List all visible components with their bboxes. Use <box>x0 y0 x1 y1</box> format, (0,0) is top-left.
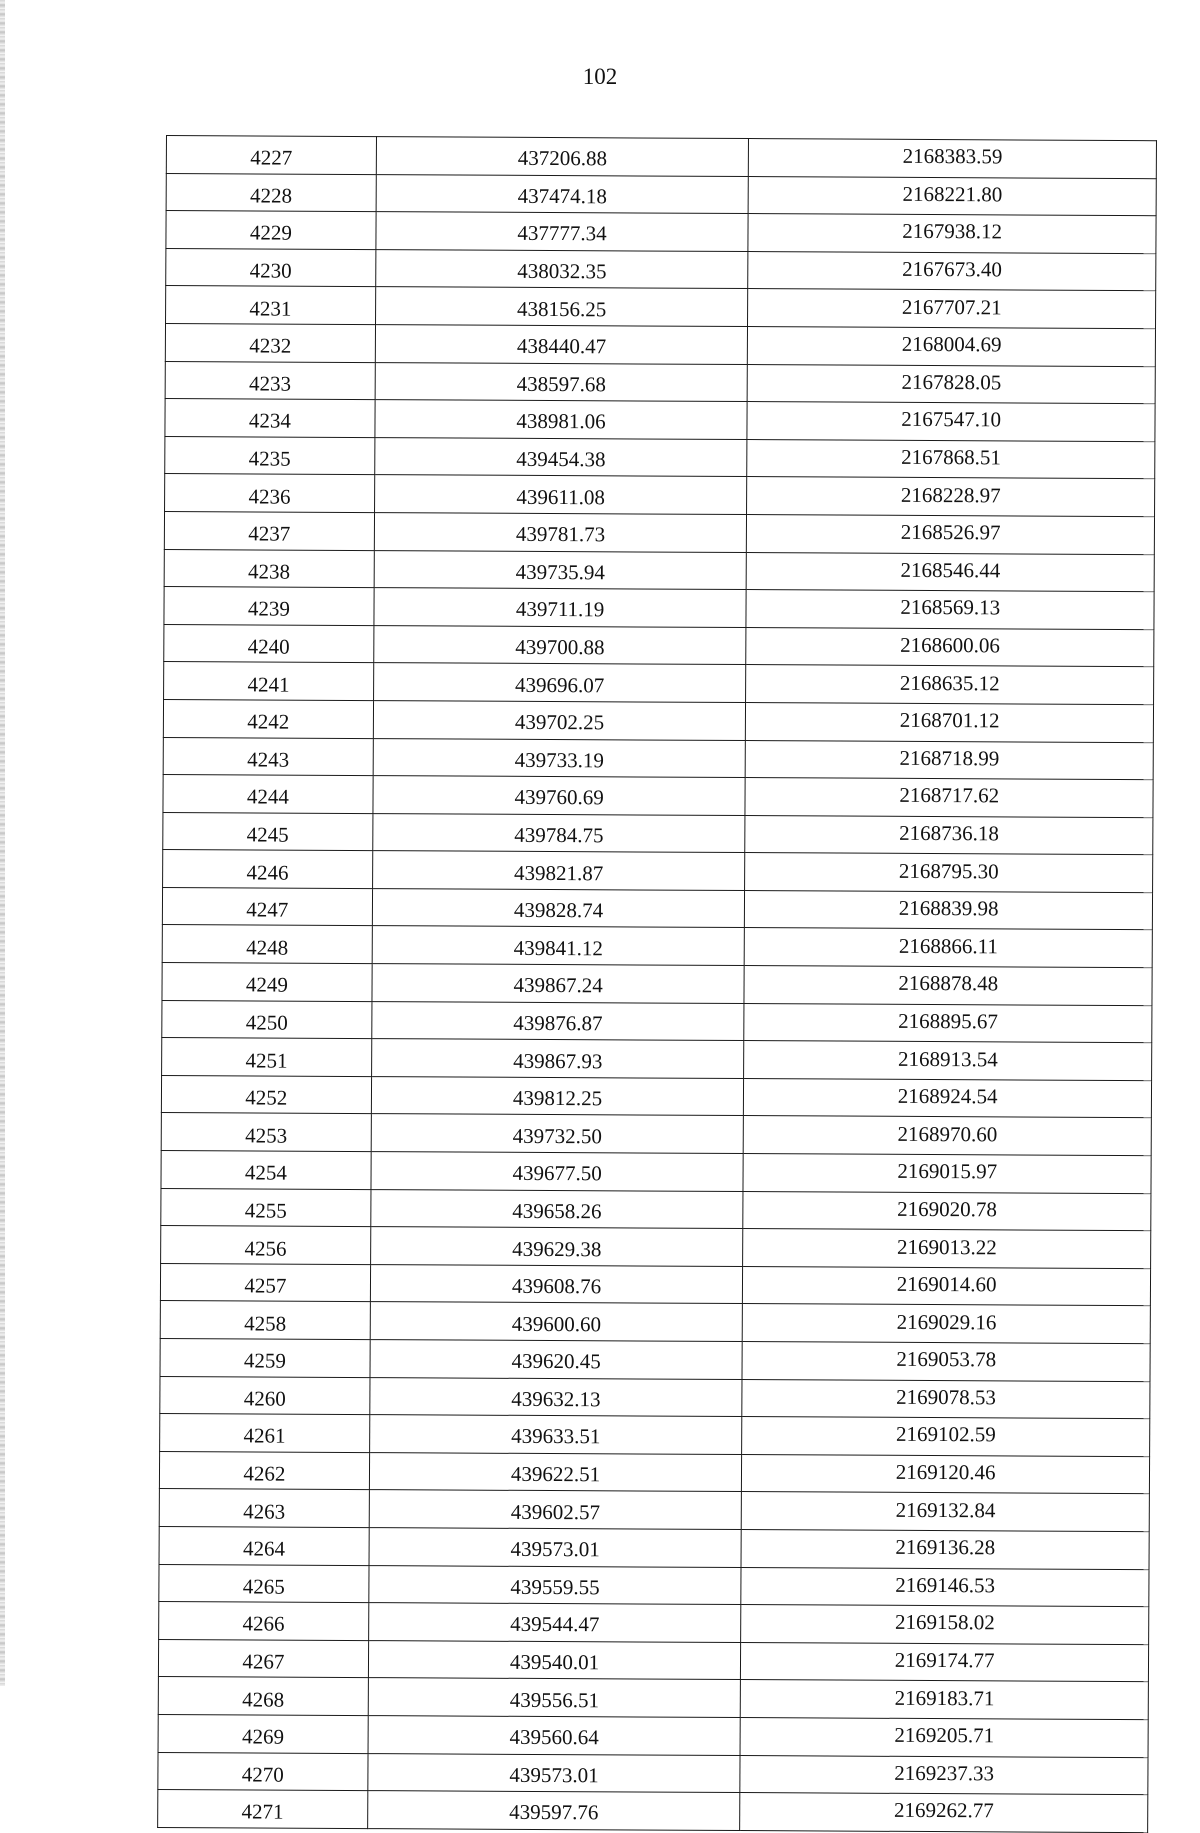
y-coordinate-cell: 2168228.97 <box>747 477 1155 517</box>
y-coordinate-cell: 2169029.16 <box>743 1304 1151 1344</box>
table-row <box>166 136 1156 179</box>
y-coordinate-cell: 2168878.48 <box>744 966 1152 1006</box>
x-coordinate-cell: 439700.88 <box>374 625 747 665</box>
table-row <box>160 1263 1150 1306</box>
point-number-cell: 4261 <box>160 1414 370 1453</box>
point-number-cell: 4229 <box>166 211 376 250</box>
y-coordinate-cell: 2167938.12 <box>748 214 1156 254</box>
table-row <box>158 1714 1148 1757</box>
x-coordinate-cell: 439841.12 <box>372 926 745 966</box>
point-number-cell: 4258 <box>160 1301 370 1340</box>
y-coordinate-cell: 2169014.60 <box>743 1266 1151 1306</box>
point-number-cell: 4239 <box>164 587 374 626</box>
x-coordinate-cell: 439760.69 <box>373 776 746 816</box>
y-coordinate-cell: 2167547.10 <box>747 402 1155 442</box>
table-row <box>165 436 1155 479</box>
table-row <box>164 624 1154 667</box>
point-number-cell: 4252 <box>161 1075 371 1114</box>
y-coordinate-cell: 2168924.54 <box>744 1078 1152 1118</box>
table-row <box>165 323 1155 366</box>
x-coordinate-cell: 439867.24 <box>372 964 745 1004</box>
x-coordinate-cell: 439620.45 <box>370 1340 743 1380</box>
table-row <box>162 1038 1152 1081</box>
x-coordinate-cell: 439608.76 <box>370 1264 743 1304</box>
y-coordinate-cell: 2169237.33 <box>740 1755 1148 1795</box>
y-coordinate-cell: 2169015.97 <box>743 1154 1151 1194</box>
table-row <box>158 1677 1148 1720</box>
point-number-cell: 4238 <box>164 549 374 588</box>
x-coordinate-cell: 439544.47 <box>368 1603 741 1643</box>
table-row <box>163 775 1153 818</box>
point-number-cell: 4266 <box>159 1602 369 1641</box>
y-coordinate-cell: 2169136.28 <box>741 1530 1149 1570</box>
y-coordinate-cell: 2168701.12 <box>746 702 1154 742</box>
point-number-cell: 4230 <box>166 248 376 287</box>
y-coordinate-cell: 2168718.99 <box>746 740 1154 780</box>
x-coordinate-cell: 439696.07 <box>373 663 746 703</box>
y-coordinate-cell: 2169174.77 <box>741 1642 1149 1682</box>
y-coordinate-cell: 2168635.12 <box>746 665 1154 705</box>
table-row <box>161 1113 1151 1156</box>
table-row <box>163 812 1153 855</box>
y-coordinate-cell: 2167707.21 <box>748 289 1156 329</box>
y-coordinate-cell: 2167868.51 <box>747 439 1155 479</box>
y-coordinate-cell: 2169262.77 <box>740 1793 1148 1833</box>
y-coordinate-cell: 2169013.22 <box>743 1229 1151 1269</box>
point-number-cell: 4237 <box>164 511 374 550</box>
table-row <box>160 1338 1150 1381</box>
x-coordinate-cell: 439867.93 <box>371 1039 744 1079</box>
table-row <box>161 1188 1151 1231</box>
point-number-cell: 4251 <box>162 1038 372 1077</box>
point-number-cell: 4267 <box>158 1639 368 1678</box>
table-row <box>164 511 1154 554</box>
point-number-cell: 4242 <box>163 699 373 738</box>
point-number-cell: 4253 <box>161 1113 371 1152</box>
point-number-cell: 4269 <box>158 1714 368 1753</box>
coordinate-table <box>157 135 1157 1833</box>
x-coordinate-cell: 439611.08 <box>374 475 747 515</box>
table-row <box>159 1602 1149 1645</box>
y-coordinate-cell: 2168895.67 <box>744 1003 1152 1043</box>
table-row <box>165 474 1155 517</box>
point-number-cell: 4243 <box>163 737 373 776</box>
table-row <box>165 361 1155 404</box>
point-number-cell: 4227 <box>166 136 376 175</box>
y-coordinate-cell: 2168221.80 <box>748 176 1156 216</box>
x-coordinate-cell: 439632.13 <box>370 1377 743 1417</box>
table-row <box>165 399 1155 442</box>
point-number-cell: 4260 <box>160 1376 370 1415</box>
point-number-cell: 4232 <box>165 323 375 362</box>
x-coordinate-cell: 439733.19 <box>373 738 746 778</box>
point-number-cell: 4231 <box>166 286 376 325</box>
table-row <box>161 1151 1151 1194</box>
table-row <box>164 587 1154 630</box>
point-number-cell: 4255 <box>161 1188 371 1227</box>
table-row <box>166 286 1156 329</box>
x-coordinate-cell: 439560.64 <box>368 1716 741 1756</box>
x-coordinate-cell: 439735.94 <box>374 550 747 590</box>
table-row <box>160 1301 1150 1344</box>
table-body <box>158 136 1157 1833</box>
point-number-cell: 4235 <box>165 436 375 475</box>
y-coordinate-cell: 2168717.62 <box>745 778 1153 818</box>
table-row <box>162 1000 1152 1043</box>
y-coordinate-cell: 2169132.84 <box>742 1492 1150 1532</box>
y-coordinate-cell: 2168569.13 <box>746 590 1154 630</box>
point-number-cell: 4228 <box>166 173 376 212</box>
x-coordinate-cell: 439821.87 <box>372 851 745 891</box>
x-coordinate-cell: 438981.06 <box>375 400 748 440</box>
x-coordinate-cell: 439629.38 <box>370 1227 743 1267</box>
y-coordinate-cell: 2168546.44 <box>747 552 1155 592</box>
y-coordinate-cell: 2168795.30 <box>745 853 1153 893</box>
x-coordinate-cell: 439711.19 <box>374 588 747 628</box>
table-row <box>163 737 1153 780</box>
y-coordinate-cell: 2168970.60 <box>744 1116 1152 1156</box>
point-number-cell: 4247 <box>162 887 372 926</box>
y-coordinate-cell: 2168866.11 <box>745 928 1153 968</box>
y-coordinate-cell: 2168913.54 <box>744 1041 1152 1081</box>
x-coordinate-cell: 439781.73 <box>374 513 747 553</box>
table-row <box>159 1451 1149 1494</box>
x-coordinate-cell: 439454.38 <box>374 437 747 477</box>
point-number-cell: 4262 <box>159 1451 369 1490</box>
point-number-cell: 4236 <box>165 474 375 513</box>
scan-edge <box>0 0 5 1686</box>
point-number-cell: 4257 <box>160 1263 370 1302</box>
point-number-cell: 4234 <box>165 399 375 438</box>
point-number-cell: 4270 <box>158 1752 368 1791</box>
table-row <box>158 1790 1148 1833</box>
x-coordinate-cell: 439876.87 <box>372 1001 745 1041</box>
table-row <box>158 1752 1148 1795</box>
x-coordinate-cell: 439622.51 <box>369 1452 742 1492</box>
y-coordinate-cell: 2168839.98 <box>745 890 1153 930</box>
table-row <box>161 1226 1151 1269</box>
point-number-cell: 4264 <box>159 1526 369 1565</box>
y-coordinate-cell: 2169078.53 <box>742 1379 1150 1419</box>
x-coordinate-cell: 439732.50 <box>371 1114 744 1154</box>
y-coordinate-cell: 2168526.97 <box>747 514 1155 554</box>
point-number-cell: 4263 <box>159 1489 369 1528</box>
x-coordinate-cell: 439602.57 <box>369 1490 742 1530</box>
x-coordinate-cell: 439658.26 <box>371 1189 744 1229</box>
table-row <box>161 1075 1151 1118</box>
y-coordinate-cell: 2169146.53 <box>741 1567 1149 1607</box>
table-row <box>163 850 1153 893</box>
table-row <box>164 549 1154 592</box>
point-number-cell: 4245 <box>163 812 373 851</box>
table-row <box>166 248 1156 291</box>
point-number-cell: 4256 <box>161 1226 371 1265</box>
point-number-cell: 4244 <box>163 775 373 814</box>
y-coordinate-cell: 2169102.59 <box>742 1417 1150 1457</box>
x-coordinate-cell: 439573.01 <box>369 1528 742 1568</box>
point-number-cell: 4240 <box>164 624 374 663</box>
point-number-cell: 4233 <box>165 361 375 400</box>
x-coordinate-cell: 439597.76 <box>367 1791 740 1831</box>
y-coordinate-cell: 2169053.78 <box>742 1342 1150 1382</box>
y-coordinate-cell: 2167828.05 <box>748 364 1156 404</box>
x-coordinate-cell: 438597.68 <box>375 362 748 402</box>
x-coordinate-cell: 439559.55 <box>369 1565 742 1605</box>
y-coordinate-cell: 2169205.71 <box>740 1717 1148 1757</box>
x-coordinate-cell: 438440.47 <box>375 325 748 365</box>
point-number-cell: 4254 <box>161 1151 371 1190</box>
point-number-cell: 4259 <box>160 1338 370 1377</box>
x-coordinate-cell: 439784.75 <box>373 813 746 853</box>
table-row <box>160 1376 1150 1419</box>
y-coordinate-cell: 2169158.02 <box>741 1605 1149 1645</box>
y-coordinate-cell: 2168383.59 <box>749 139 1157 179</box>
x-coordinate-cell: 439702.25 <box>373 700 746 740</box>
y-coordinate-cell: 2168600.06 <box>746 627 1154 667</box>
table-row <box>160 1414 1150 1457</box>
x-coordinate-cell: 438032.35 <box>375 249 748 289</box>
point-number-cell: 4265 <box>159 1564 369 1603</box>
point-number-cell: 4268 <box>158 1677 368 1716</box>
x-coordinate-cell: 437474.18 <box>376 174 749 214</box>
x-coordinate-cell: 439828.74 <box>372 888 745 928</box>
y-coordinate-cell: 2169183.71 <box>741 1680 1149 1720</box>
y-coordinate-cell: 2169120.46 <box>742 1454 1150 1494</box>
x-coordinate-cell: 439633.51 <box>369 1415 742 1455</box>
point-number-cell: 4249 <box>162 963 372 1002</box>
table-row <box>162 925 1152 968</box>
y-coordinate-cell: 2168736.18 <box>745 815 1153 855</box>
x-coordinate-cell: 439556.51 <box>368 1678 741 1718</box>
x-coordinate-cell: 439600.60 <box>370 1302 743 1342</box>
x-coordinate-cell: 439812.25 <box>371 1076 744 1116</box>
table-row <box>162 963 1152 1006</box>
x-coordinate-cell: 437777.34 <box>376 212 749 252</box>
point-number-cell: 4271 <box>158 1790 368 1829</box>
x-coordinate-cell: 439540.01 <box>368 1640 741 1680</box>
table-row <box>164 662 1154 705</box>
x-coordinate-cell: 439573.01 <box>368 1753 741 1793</box>
table-row <box>159 1526 1149 1569</box>
x-coordinate-cell: 438156.25 <box>375 287 748 327</box>
point-number-cell: 4248 <box>162 925 372 964</box>
y-coordinate-cell: 2168004.69 <box>748 327 1156 367</box>
table-row <box>158 1639 1148 1682</box>
y-coordinate-cell: 2169020.78 <box>743 1191 1151 1231</box>
point-number-cell: 4250 <box>162 1000 372 1039</box>
table-row <box>163 699 1153 742</box>
table-row <box>166 211 1156 254</box>
table-row <box>159 1489 1149 1532</box>
point-number-cell: 4246 <box>163 850 373 889</box>
x-coordinate-cell: 439677.50 <box>371 1152 744 1192</box>
page-number: 102 <box>582 64 618 89</box>
table-row <box>166 173 1156 216</box>
table-row <box>159 1564 1149 1607</box>
table-row <box>162 887 1152 930</box>
point-number-cell: 4241 <box>164 662 374 701</box>
y-coordinate-cell: 2167673.40 <box>748 251 1156 291</box>
x-coordinate-cell: 437206.88 <box>376 137 749 177</box>
